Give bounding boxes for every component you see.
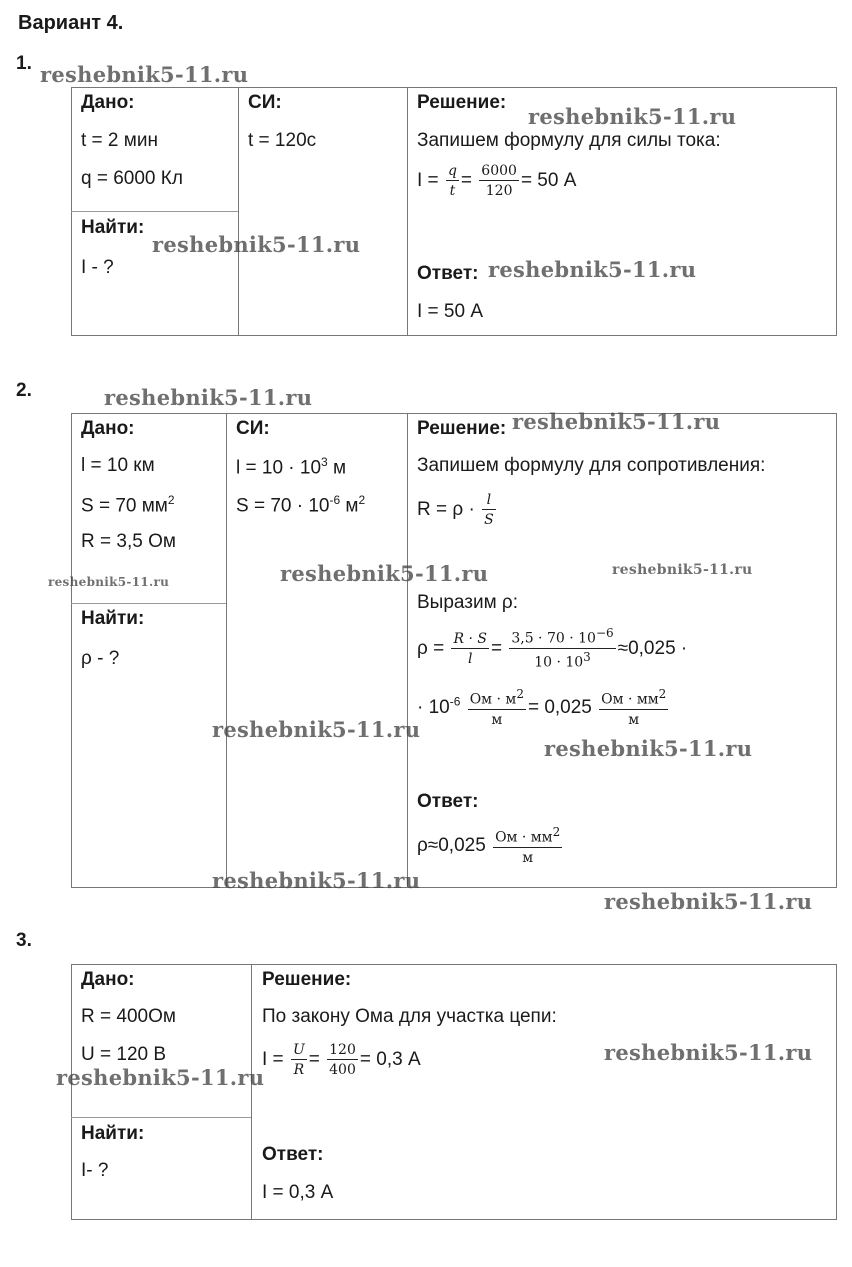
formula-tail: ≈0,025 · (617, 637, 688, 659)
superscript: 2 (358, 493, 366, 507)
formula-lhs: R = ρ · (417, 499, 475, 521)
fraction-numerator (509, 627, 615, 649)
superscript: -6 (449, 694, 461, 709)
problem-1-find-value: I - ? (81, 257, 114, 278)
watermark-text: reshebnik5-11.ru (544, 736, 753, 761)
si-text: S = 70 · 10 (236, 495, 330, 517)
fraction-numerator (599, 688, 668, 710)
problem-1-find-label: Найти: (81, 217, 145, 238)
denominator-text: 10 · 10 (534, 654, 584, 671)
problem-2-find-label: Найти: (81, 608, 145, 629)
fraction-values (479, 163, 519, 199)
fraction-denominator: м (522, 849, 534, 866)
problem-3-given-label: Дано: (81, 969, 135, 990)
problem-2-given-line (81, 493, 175, 517)
fraction-numerator: 120 (327, 1042, 358, 1060)
superscript: 2 (552, 825, 561, 839)
watermark-text: reshebnik5-11.ru (48, 575, 170, 589)
problem-3-number: 3. (16, 930, 32, 951)
fraction-numerator: U (291, 1042, 307, 1060)
formula-mid: = 0,025 (527, 696, 592, 718)
problem-1-given-line: t = 2 мин (81, 130, 158, 151)
problem-2-given-line: R = 3,5 Ом (81, 531, 176, 552)
problem-2-find-value: ρ - ? (81, 648, 120, 669)
superscript: 2 (658, 687, 667, 701)
formula-equals: = (490, 637, 503, 659)
problem-1-given-label: Дано: (81, 92, 135, 113)
fraction-denominator: t (449, 183, 456, 200)
numerator-text: Ом · мм (495, 829, 553, 846)
fraction-denominator: 120 (485, 183, 513, 200)
problem-2-number: 2. (16, 380, 32, 401)
fraction-l-over-s (482, 492, 496, 528)
problem-2-si-line-2 (236, 493, 365, 517)
fraction-numerator: 6000 (479, 163, 519, 181)
fraction-rs-over-l (451, 631, 488, 667)
page-title: Вариант 4. (18, 12, 124, 34)
watermark-text: reshebnik5-11.ru (280, 561, 489, 586)
formula-lhs: I = (262, 1049, 284, 1071)
problem-2-given-label: Дано: (81, 418, 135, 439)
fraction-q-over-t (446, 163, 459, 199)
watermark-text: reshebnik5-11.ru (104, 385, 313, 410)
problem-1-number: 1. (16, 53, 32, 74)
fraction-unit-practical (599, 688, 668, 728)
problem-1-given-line: q = 6000 Кл (81, 168, 183, 189)
problem-2-si-label: СИ: (236, 418, 270, 439)
watermark-text: reshebnik5-11.ru (56, 1065, 265, 1090)
problem-3-answer: I = 0,3 А (262, 1182, 334, 1203)
problem-2-si-line-1 (236, 455, 346, 479)
problem-1-answer: I = 50 А (417, 301, 484, 322)
problem-2-solution-text: Запишем формулу для сопротивления: (417, 455, 766, 476)
fraction-numerator: l (482, 492, 496, 510)
problem-1-row-divider (71, 211, 238, 212)
watermark-text: reshebnik5-11.ru (40, 62, 249, 87)
formula-result: = 50 А (520, 170, 577, 192)
problem-3-col-divider (251, 964, 252, 1220)
problem-2-formula-rho (417, 627, 687, 671)
fraction-denominator: м (628, 711, 640, 728)
formula-lead: · 10 (417, 696, 450, 718)
problem-3-table (71, 964, 837, 1220)
superscript: −6 (595, 626, 614, 640)
fraction-values (509, 627, 615, 671)
problem-2-col-divider-2 (407, 413, 408, 888)
problem-3-given-line: R = 400Ом (81, 1006, 176, 1027)
watermark-text: reshebnik5-11.ru (512, 409, 721, 434)
problem-2-formula-continuation (417, 688, 670, 728)
watermark-text: reshebnik5-11.ru (604, 889, 813, 914)
formula-result: = 0,3 А (359, 1049, 421, 1071)
watermark-text: reshebnik5-11.ru (528, 104, 737, 129)
fraction-denominator: R (293, 1062, 305, 1079)
fraction-denominator (509, 649, 615, 671)
fraction-answer-unit (493, 826, 562, 866)
fraction-numerator: q (446, 163, 459, 181)
problem-3-find-value: I- ? (81, 1160, 109, 1181)
formula-equals: = (308, 1049, 320, 1071)
fraction-denominator: S (484, 512, 494, 529)
fraction-u-over-r (291, 1042, 307, 1078)
si-unit: м (340, 495, 359, 517)
problem-2-express-text: Выразим ρ: (417, 592, 519, 613)
problem-3-solution-label: Решение: (262, 969, 352, 990)
problem-3-solution-text: По закону Ома для участка цепи: (262, 1006, 557, 1027)
answer-lhs: ρ≈0,025 (417, 834, 486, 856)
problem-2-row-divider (71, 603, 226, 604)
fraction-unit-si (468, 688, 526, 728)
superscript: 3 (321, 455, 328, 469)
formula-equals: = (460, 170, 473, 192)
si-text: l = 10 · 10 (236, 457, 322, 479)
numerator-text: 3,5 · 70 · 10 (511, 630, 596, 647)
problem-1-col-divider-2 (407, 87, 408, 336)
watermark-text: reshebnik5-11.ru (212, 717, 421, 742)
problem-3-formula (262, 1042, 421, 1078)
si-unit: м (327, 457, 347, 479)
numerator-text: Ом · мм (601, 691, 659, 708)
problem-2-solution-label: Решение: (417, 418, 507, 439)
problem-3-find-label: Найти: (81, 1123, 145, 1144)
watermark-text: reshebnik5-11.ru (612, 562, 753, 578)
problem-1-si-label: СИ: (248, 92, 282, 113)
problem-2-answer-label: Ответ: (417, 791, 479, 812)
watermark-text: reshebnik5-11.ru (212, 868, 421, 893)
superscript: 2 (167, 493, 175, 507)
fraction-denominator: м (491, 711, 503, 728)
fraction-values (327, 1042, 358, 1078)
fraction-numerator: R · S (451, 631, 488, 649)
given-area-text: S = 70 мм (81, 495, 168, 517)
numerator-text: Ом · м (469, 691, 517, 708)
problem-3-row-divider (71, 1117, 251, 1118)
watermark-text: reshebnik5-11.ru (152, 232, 361, 257)
watermark-text: reshebnik5-11.ru (488, 257, 697, 282)
formula-lhs: I = (417, 170, 439, 192)
problem-1-answer-label: Ответ: (417, 263, 479, 284)
superscript: 3 (583, 649, 591, 664)
problem-2-col-divider-1 (226, 413, 227, 888)
problem-3-answer-label: Ответ: (262, 1144, 324, 1165)
fraction-denominator: l (467, 650, 473, 667)
formula-lhs: ρ = (417, 637, 445, 659)
fraction-denominator: 400 (329, 1062, 356, 1079)
problem-1-solution-text: Запишем формулу для силы тока: (417, 130, 721, 151)
problem-1-solution-label: Решение: (417, 92, 507, 113)
problem-1-col-divider-1 (238, 87, 239, 336)
problem-1-formula (417, 163, 576, 199)
problem-2-answer (417, 826, 564, 866)
watermark-text: reshebnik5-11.ru (604, 1040, 813, 1065)
problem-2-given-line: l = 10 км (81, 455, 155, 476)
superscript: -6 (329, 493, 341, 507)
superscript: 2 (516, 687, 524, 701)
problem-2-formula-resistance (417, 492, 498, 528)
fraction-numerator (493, 826, 562, 848)
problem-3-given-line: U = 120 В (81, 1044, 167, 1065)
problem-1-si-value: t = 120с (248, 130, 317, 151)
fraction-numerator (468, 688, 526, 710)
